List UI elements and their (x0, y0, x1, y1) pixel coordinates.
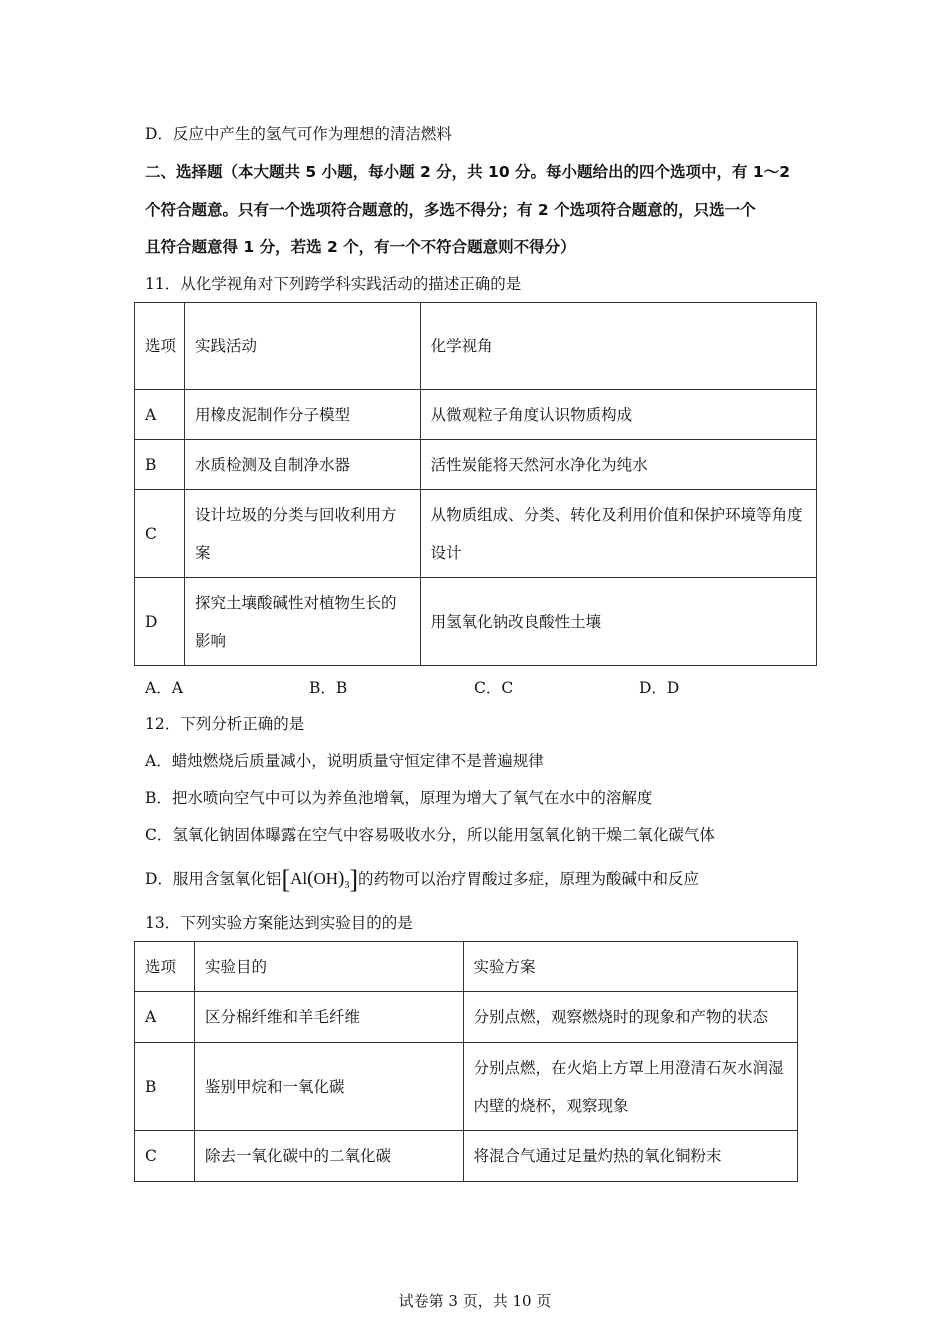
q11-row-c-view: 从物质组成、分类、转化及利用价值和保护环境等角度设计 (420, 490, 816, 578)
q13-row-b-goal: 鉴别甲烷和一氧化碳 (194, 1043, 463, 1131)
q12-option-d-prefix: D．服用含氢氧化铝 (145, 870, 282, 888)
q11-header-activity: 实践活动 (184, 303, 420, 390)
q11-row-a-view: 从微观粒子角度认识物质构成 (420, 390, 816, 440)
formula-subscript: 3 (344, 880, 350, 891)
q11-header-row (135, 303, 817, 390)
q11-row-d-option: D (135, 578, 185, 666)
q11-stem: 11．从化学视角对下列跨学科实践活动的描述正确的是 (145, 275, 522, 293)
q13-header-option: 选项 (135, 942, 195, 992)
q11-row-d-activity: 探究土壤酸碱性对植物生长的影响 (184, 578, 420, 666)
section-heading-line3: 且符合题意得 1 分，若选 2 个，有一个不符合题意则不得分） (145, 238, 576, 256)
q11-row-c-activity: 设计垃圾的分类与回收利用方案 (184, 490, 420, 578)
q11-row-b-option: B (135, 440, 185, 490)
q11-row-b-view: 活性炭能将天然河水净化为纯水 (420, 440, 816, 490)
right-bracket-icon: ] (349, 865, 358, 894)
q11-header-view: 化学视角 (420, 303, 816, 390)
q13-row-c-goal: 除去一氧化碳中的二氧化碳 (194, 1131, 463, 1182)
q13-row-a-plan: 分别点燃，观察燃烧时的现象和产物的状态 (463, 992, 797, 1043)
q13-row-c-plan: 将混合气通过足量灼热的氧化铜粉末 (463, 1131, 797, 1182)
option-d-top: D．反应中产生的氢气可作为理想的清洁燃料 (145, 125, 452, 143)
section-heading-line2: 个符合题意。只有一个选项符合题意的，多选不得分；有 2 个选项符合题意的，只选一个 (145, 201, 756, 219)
q13-header-goal: 实验目的 (194, 942, 463, 992)
q11-choice-a[interactable]: A．A (145, 679, 183, 697)
q13-row-b-option: B (135, 1043, 195, 1131)
q12-option-b[interactable]: B．把水喷向空气中可以为养鱼池增氧，原理为增大了氧气在水中的溶解度 (145, 789, 653, 807)
q11-row-c-option: C (135, 490, 185, 578)
table-row (135, 440, 817, 490)
q11-row-b-activity: 水质检测及自制净水器 (184, 440, 420, 490)
aluminum-hydroxide-formula: $[Al(OH)_3]$ (281, 865, 358, 894)
table-row (135, 1043, 798, 1131)
q11-row-a-activity: 用橡皮泥制作分子模型 (184, 390, 420, 440)
q12-option-a[interactable]: A．蜡烛燃烧后质量减小，说明质量守恒定律不是普遍规律 (145, 752, 544, 770)
q12-stem: 12．下列分析正确的是 (145, 715, 305, 733)
table-row (135, 1131, 798, 1182)
q12-option-c[interactable]: C．氢氧化钠固体曝露在空气中容易吸收水分，所以能用氢氧化钠干燥二氧化碳气体 (145, 826, 715, 844)
section-heading-line1: 二、选择题（本大题共 5 小题，每小题 2 分，共 10 分。每小题给出的四个选项中，有 1～2 (145, 163, 790, 181)
q13-row-a-option: A (135, 992, 195, 1043)
q12-option-d-suffix: 的药物可以治疗胃酸过多症，原理为酸碱中和反应 (358, 870, 700, 888)
q11-choice-d[interactable]: D．D (639, 679, 680, 697)
q13-header-row (135, 942, 798, 992)
q11-choice-b[interactable]: B．B (309, 679, 348, 697)
q11-table (134, 302, 817, 666)
page-footer: 试卷第 3 页，共 10 页 (398, 1292, 552, 1310)
q13-row-c-option: C (135, 1131, 195, 1182)
q13-stem: 13．下列实验方案能达到实验目的的是 (145, 914, 413, 932)
q11-choice-c[interactable]: C．C (474, 679, 514, 697)
table-row (135, 578, 817, 666)
table-row (135, 390, 817, 440)
table-row (135, 992, 798, 1043)
q13-header-plan: 实验方案 (463, 942, 797, 992)
table-row (135, 490, 817, 578)
q12-option-d[interactable] (145, 865, 700, 897)
left-bracket-icon: [ (281, 865, 291, 894)
q11-row-a-option: A (135, 390, 185, 440)
q11-choices (145, 676, 825, 698)
q13-row-a-goal: 区分棉纤维和羊毛纤维 (194, 992, 463, 1043)
q11-header-option: 选项 (135, 303, 185, 390)
q13-row-b-plan: 分别点燃，在火焰上方罩上用澄清石灰水润湿内壁的烧杯，观察现象 (463, 1043, 797, 1131)
q11-row-d-view: 用氢氧化钠改良酸性土壤 (420, 578, 816, 666)
q13-table (134, 941, 798, 1182)
